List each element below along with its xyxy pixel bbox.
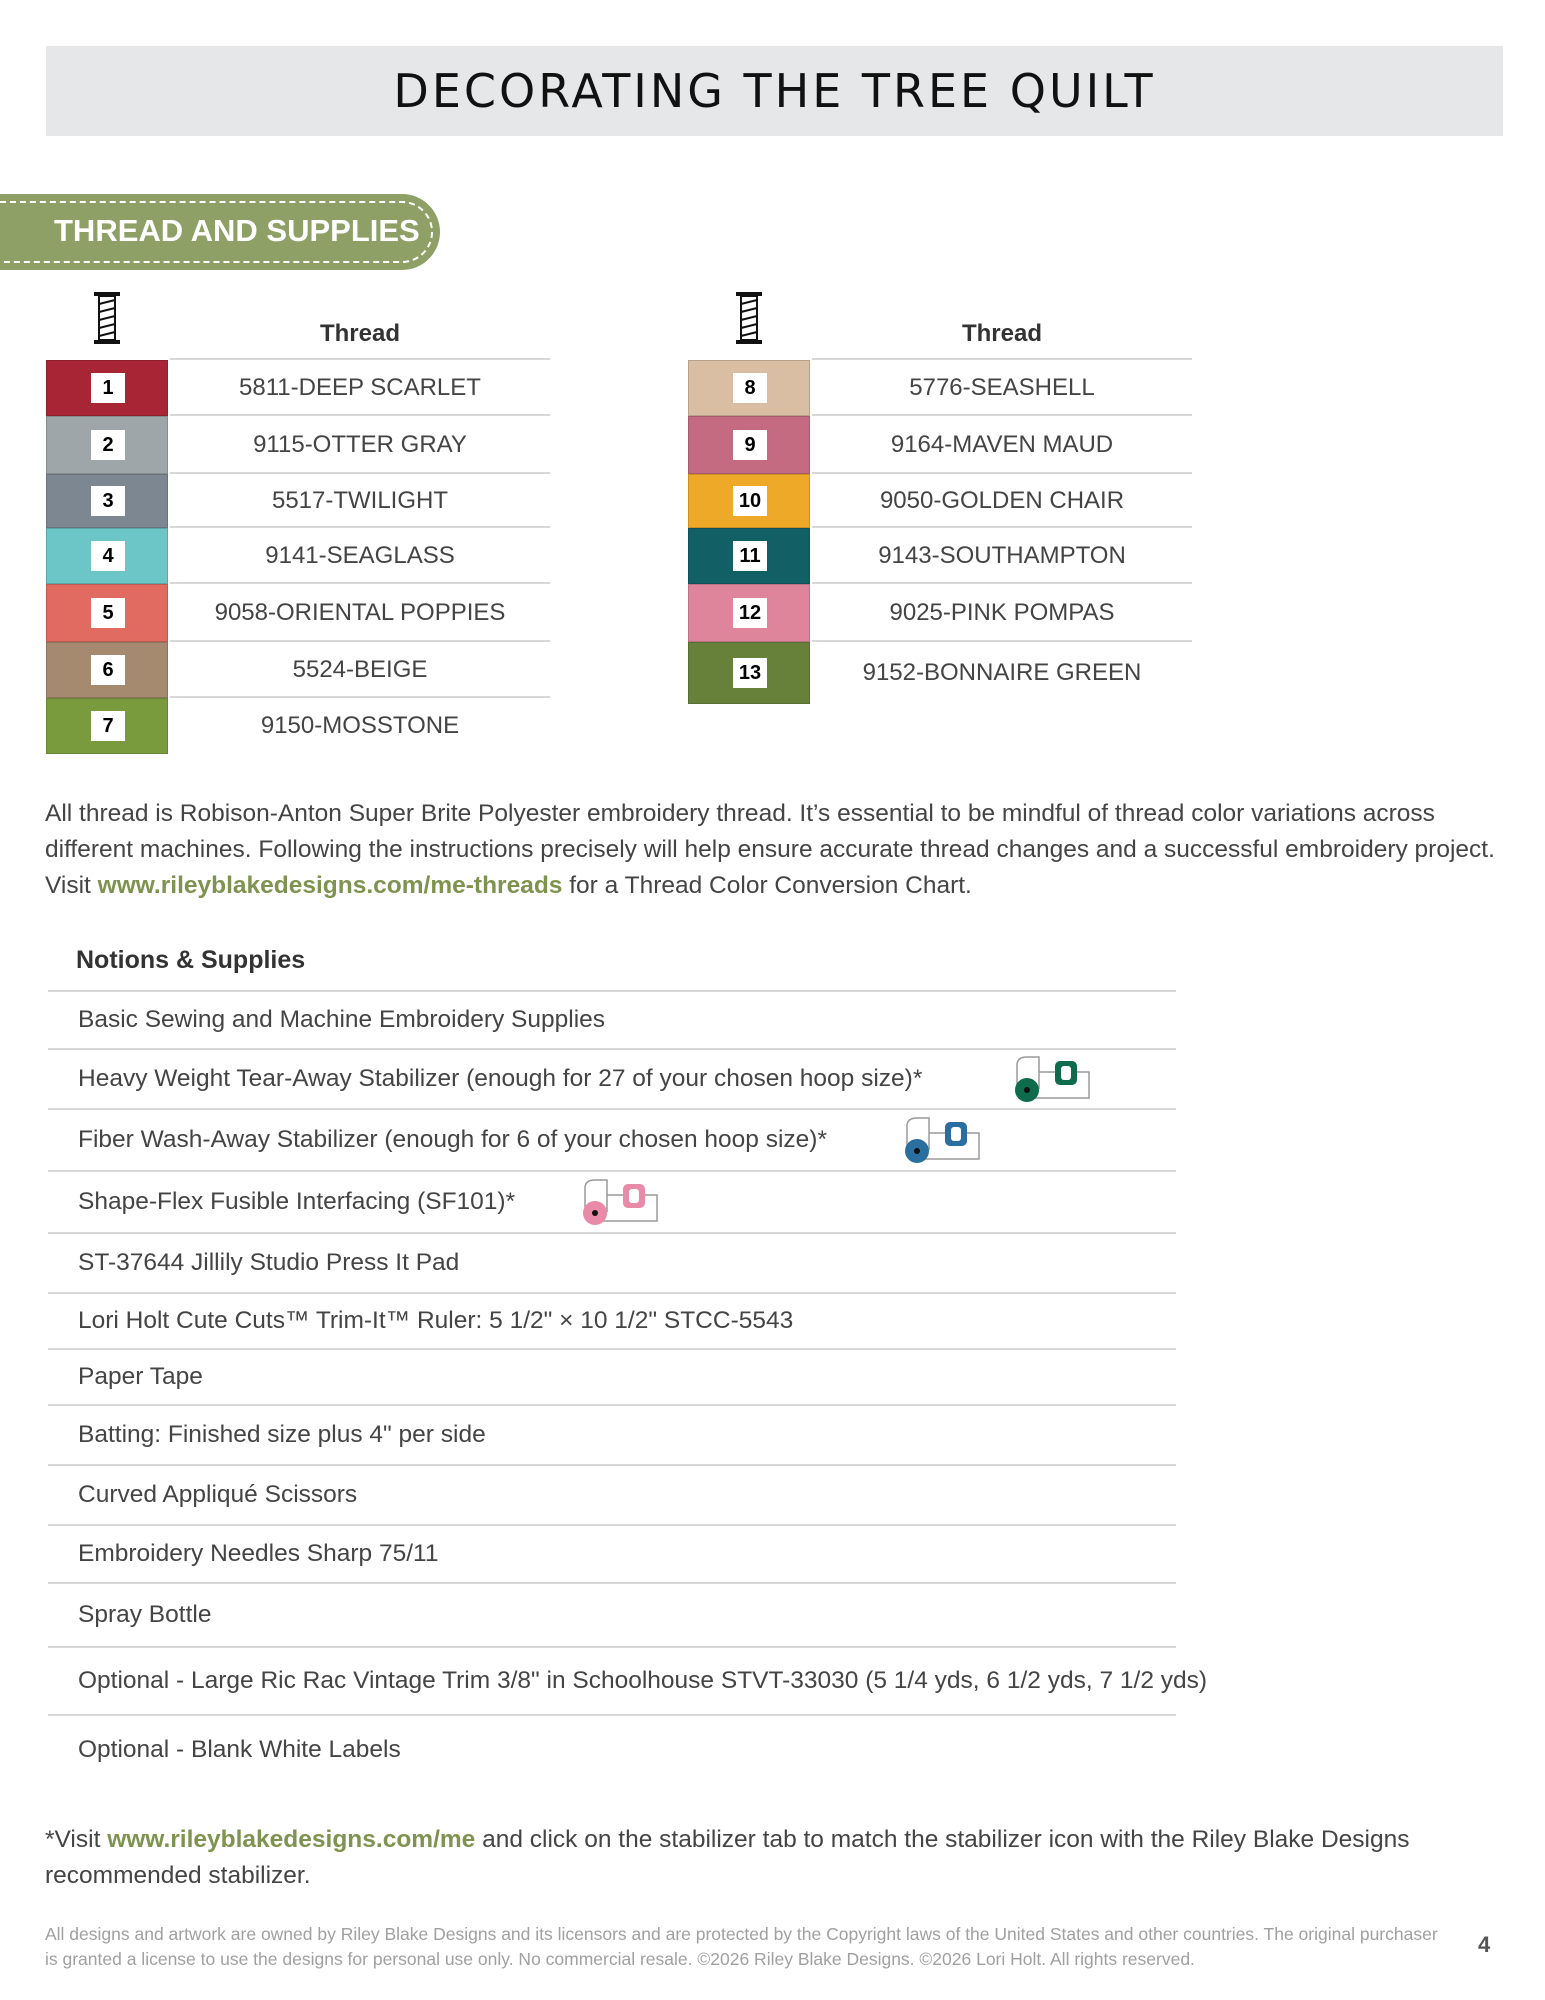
thread-intro-paragraph (45, 796, 1505, 904)
thread-color-swatch (46, 416, 168, 474)
note-suffix: and click on the stabilizer tab to match the stabilizer icon with the Riley Blake Designs recommended stabilizer. (45, 1826, 1410, 1889)
notion-item-text: Lori Holt Cute Cuts™ Trim-It™ Ruler: 5 1/2" × 10 1/2" STCC-5543 (78, 1307, 794, 1334)
note-prefix: *Visit (45, 1826, 108, 1853)
thread-number: 4 (91, 541, 125, 571)
thread-name: 9050-GOLDEN CHAIR (879, 487, 1125, 514)
thread-number: 5 (91, 598, 125, 628)
notion-item-text: ST-37644 Jillily Studio Press It Pad (78, 1249, 460, 1276)
intro-text-after: for a Thread Color Conversion Chart. (562, 872, 972, 899)
thread-spool-icon (734, 292, 764, 344)
thread-name: 5517-TWILIGHT (271, 487, 449, 514)
thread-name: 9164-MAVEN MAUD (890, 431, 1114, 458)
notion-item-text: Curved Appliqué Scissors (78, 1481, 358, 1508)
notion-item-text: Batting: Finished size plus 4" per side (78, 1421, 486, 1448)
thread-color-swatch (46, 698, 168, 754)
notion-item (48, 1050, 1176, 1110)
thread-table-right (688, 290, 1192, 710)
thread-name: 5776-SEASHELL (909, 374, 1095, 401)
thread-color-swatch (46, 642, 168, 698)
notion-item (48, 1648, 1208, 1716)
thread-name: 9152-BONNAIRE GREEN (862, 659, 1142, 686)
stabilizer-link[interactable]: www.rileyblakedesigns.com/me (107, 1826, 476, 1853)
notion-item-text: Optional - Blank White Labels (78, 1736, 401, 1763)
notion-item-text: Optional - Large Ric Rac Vintage Trim 3/8" in Schoolhouse STVT-33030 (5 1/4 yds, 6 1/2 yds, 7 1/2 yds) (78, 1667, 1208, 1694)
thread-row (46, 698, 550, 754)
notion-item (48, 1584, 1176, 1648)
thread-row (46, 416, 550, 474)
thread-name: 9150-MOSSTONE (260, 712, 460, 739)
thread-name: 5524-BEIGE (292, 656, 428, 683)
notion-item (48, 1466, 1176, 1526)
page-title: DECORATING THE TREE QUILT (393, 64, 1156, 118)
thread-row (46, 360, 550, 416)
thread-color-swatch (46, 360, 168, 416)
notion-item (48, 1294, 1176, 1350)
notion-item-text: Paper Tape (78, 1363, 203, 1390)
tear-away-stabilizer-icon (1013, 1055, 1093, 1105)
wash-away-stabilizer-icon (903, 1116, 983, 1166)
thread-color-swatch (688, 416, 810, 474)
thread-row (688, 584, 1192, 642)
thread-number: 9 (733, 430, 767, 460)
thread-color-swatch (46, 584, 168, 642)
thread-row (46, 528, 550, 584)
thread-number: 12 (733, 598, 767, 628)
thread-name: 9143-SOUTHAMPTON (878, 542, 1126, 569)
thread-number: 6 (91, 655, 125, 685)
notion-item (48, 1406, 1176, 1466)
notion-item (48, 1526, 1176, 1584)
notion-item (48, 1234, 1176, 1294)
thread-row (46, 642, 550, 698)
thread-spool-icon (92, 292, 122, 344)
notion-item (48, 1716, 1176, 1784)
notion-item-text: Basic Sewing and Machine Embroidery Supplies (78, 1006, 606, 1033)
thread-color-swatch (688, 584, 810, 642)
thread-number: 8 (733, 373, 767, 403)
thread-number: 13 (733, 658, 767, 688)
thread-table-left (46, 290, 550, 760)
thread-name: 9141-SEAGLASS (265, 542, 455, 569)
thread-conversion-link[interactable]: www.rileyblakedesigns.com/me-threads (97, 872, 563, 899)
notion-item-text: Shape-Flex Fusible Interfacing (SF101)* (78, 1188, 516, 1215)
notion-item (48, 1350, 1176, 1406)
thread-row (46, 474, 550, 528)
notion-item (48, 1172, 1176, 1234)
thread-number: 3 (91, 486, 125, 516)
notion-item-text: Fiber Wash-Away Stabilizer (enough for 6 of your chosen hoop size)* (78, 1126, 827, 1153)
thread-name: 5811-DEEP SCARLET (239, 374, 481, 401)
stabilizer-note (45, 1822, 1505, 1894)
thread-color-swatch (46, 528, 168, 584)
notion-item-text: Embroidery Needles Sharp 75/11 (78, 1540, 439, 1567)
section-tab-label: THREAD AND SUPPLIES (54, 213, 420, 248)
thread-number: 11 (733, 541, 767, 571)
notion-item (48, 1110, 1176, 1172)
thread-row (688, 528, 1192, 584)
notions-table (48, 930, 1208, 1784)
notion-item-text: Heavy Weight Tear-Away Stabilizer (enough for 27 of your chosen hoop size)* (78, 1065, 923, 1092)
thread-name: 9115-OTTER GRAY (253, 431, 467, 458)
thread-column-header: Thread (961, 320, 1042, 347)
thread-number: 10 (733, 486, 767, 516)
notion-item (48, 992, 1176, 1050)
thread-name: 9025-PINK POMPAS (889, 599, 1115, 626)
thread-column-header: Thread (319, 320, 400, 347)
thread-row (688, 416, 1192, 474)
thread-color-swatch (46, 474, 168, 528)
thread-row (688, 474, 1192, 528)
thread-number: 7 (91, 711, 125, 741)
thread-color-swatch (688, 528, 810, 584)
fusible-interfacing-icon (581, 1178, 661, 1228)
thread-number: 2 (91, 430, 125, 460)
page-number: 4 (1478, 1932, 1491, 1957)
notions-rows (48, 992, 1208, 1784)
thread-row (46, 584, 550, 642)
thread-name: 9058-ORIENTAL POPPIES (214, 599, 506, 626)
thread-color-swatch (688, 360, 810, 416)
section-tab (0, 196, 438, 268)
thread-number: 1 (91, 373, 125, 403)
notions-header: Notions & Supplies (48, 930, 1176, 992)
title-banner (46, 46, 1503, 136)
thread-color-swatch (688, 474, 810, 528)
thread-color-swatch (688, 642, 810, 704)
intro-text: All thread is Robison-Anton Super Brite Polyester embroidery thread. It’s essential to be mindful of thread color variations across different machines. Following the instructions precisely will help ensure accurate thread changes and a successful embroidery project. Visit (45, 800, 1495, 899)
thread-row (688, 360, 1192, 416)
copyright-notice: All designs and artwork are owned by Riley Blake Designs and its licensors and are protected by the Copyright laws of the United States and other countries. The original purchaser is granted a license to use the designs for personal use only. No commercial resale. ©2026 Riley Blake Designs. ©2026 Lori Holt. All rights reserved. (45, 1924, 1438, 1969)
thread-row (688, 642, 1192, 704)
notion-item-text: Spray Bottle (78, 1601, 212, 1628)
